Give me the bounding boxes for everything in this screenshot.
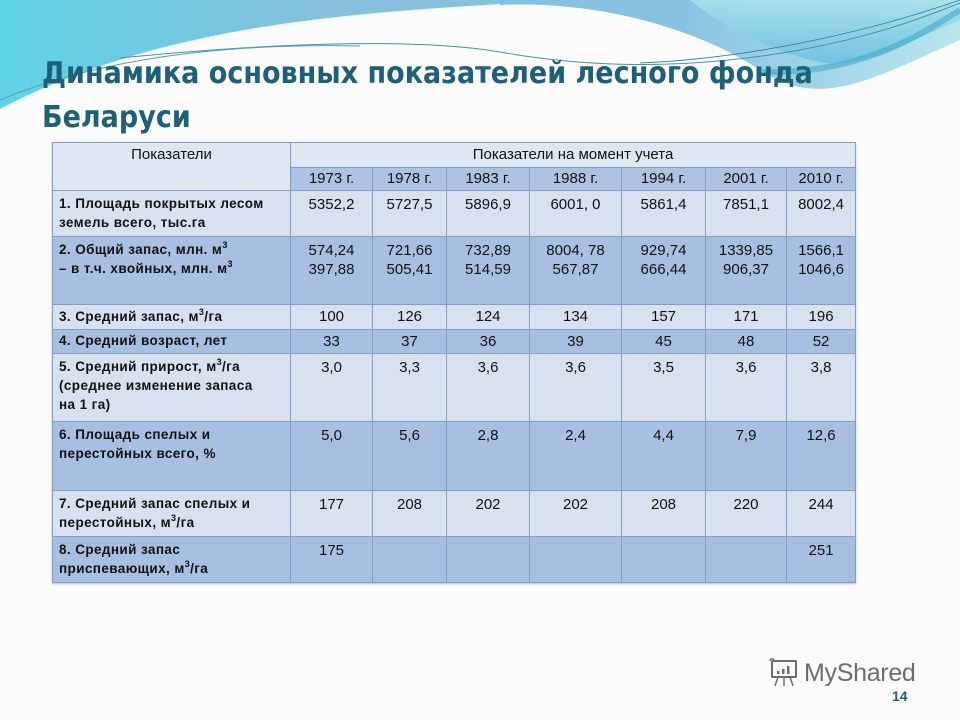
cell-value: 7,9 — [706, 422, 787, 491]
slide-title-line-1: Динамика основных показателей лесного фонда — [42, 56, 813, 91]
forest-indicators-table — [52, 142, 856, 583]
year-header-2001: 2001 г. — [706, 168, 787, 191]
cell-value: 126 — [373, 305, 447, 330]
cell-value: 36 — [447, 330, 530, 354]
superscript: 3 — [171, 513, 177, 523]
cell-value-coniferous: 514,59 — [465, 261, 511, 278]
cell-value-coniferous: 505,41 — [386, 261, 433, 278]
row-label-mature-area — [53, 422, 291, 491]
slide-title-line-2: Беларуси — [42, 100, 191, 135]
label-text: /га — [190, 561, 209, 576]
table-row — [53, 354, 856, 422]
label-line: перестойных всего, % — [59, 446, 216, 461]
cell-value: 244 — [787, 491, 856, 537]
cell-value: 2,4 — [530, 422, 622, 491]
cell-value-pair — [373, 237, 447, 305]
cell-value: 5896,9 — [447, 191, 530, 237]
row-label-maturing-stock — [53, 537, 291, 583]
cell-value: 3,6 — [447, 354, 530, 422]
cell-value: 124 — [447, 305, 530, 330]
cell-value: 208 — [622, 491, 706, 537]
cell-value: 8002,4 — [787, 191, 856, 237]
label-line — [59, 259, 284, 278]
cell-value: 12,6 — [787, 422, 856, 491]
cell-value-pair — [706, 237, 787, 305]
row-label-forest-area — [53, 191, 291, 237]
cell-value-coniferous: 906,37 — [723, 261, 769, 278]
presentation-board-icon — [768, 658, 800, 688]
cell-value: 100 — [291, 305, 373, 330]
cell-value: 251 — [787, 537, 856, 583]
table-row — [53, 330, 856, 354]
cell-value: 45 — [622, 330, 706, 354]
header-row-group — [53, 143, 856, 168]
year-header-1973: 1973 г. — [291, 168, 373, 191]
cell-value-pair — [787, 237, 856, 305]
year-header-1988: 1988 г. — [530, 168, 622, 191]
year-header-1994: 1994 г. — [622, 168, 706, 191]
cell-value-coniferous: 1046,6 — [798, 261, 844, 278]
slide-title — [42, 52, 816, 140]
row-label-mature-stock — [53, 491, 291, 537]
label-line — [59, 559, 284, 578]
page-number: 14 — [892, 688, 908, 704]
cell-value: 52 — [787, 330, 856, 354]
cell-value: 157 — [622, 305, 706, 330]
cell-value: 929,74 — [640, 242, 687, 259]
superscript: 3 — [216, 357, 222, 367]
cell-value-pair — [622, 237, 706, 305]
year-header-2010: 2010 г. — [787, 168, 856, 191]
cell-value: 3,6 — [706, 354, 787, 422]
label-text: /га — [176, 515, 195, 530]
row-label-avg-stock — [53, 305, 291, 330]
cell-value: 171 — [706, 305, 787, 330]
cell-value: 5,6 — [373, 422, 447, 491]
label-text: 5. Средний прирост, м — [59, 359, 217, 374]
label-line: 6. Площадь спелых и — [59, 427, 211, 442]
cell-value: 175 — [291, 537, 373, 583]
table-row — [53, 537, 856, 583]
superscript: 3 — [227, 259, 233, 269]
myshared-watermark — [768, 658, 916, 688]
measurement-group-header: Показатели на момент учета — [291, 143, 856, 168]
cell-value-coniferous: 666,44 — [640, 261, 687, 278]
label-text: /га — [204, 309, 223, 324]
cell-value: 7851,1 — [706, 191, 787, 237]
label-text: 3. Средний запас, м — [59, 309, 199, 324]
cell-value: 5861,4 — [622, 191, 706, 237]
cell-value: 48 — [706, 330, 787, 354]
cell-value: 732,89 — [465, 242, 511, 259]
table-row — [53, 422, 856, 491]
label-line: 8. Средний запас — [59, 542, 181, 557]
label-line — [59, 513, 284, 532]
cell-value: 721,66 — [386, 242, 433, 259]
cell-value-coniferous: 397,88 — [308, 261, 355, 278]
label-line: на 1 га) — [59, 397, 111, 412]
cell-value: 5,0 — [291, 422, 373, 491]
row-label-avg-growth — [53, 354, 291, 422]
cell-value — [447, 537, 530, 583]
cell-value-pair — [291, 237, 373, 305]
label-text: – в т.ч. хвойных, млн. м — [59, 261, 228, 276]
cell-value: 574,24 — [308, 242, 355, 259]
cell-value: 3,5 — [622, 354, 706, 422]
cell-value: 5352,2 — [291, 191, 373, 237]
cell-value: 3,3 — [373, 354, 447, 422]
label-line — [59, 240, 284, 259]
cell-value-pair — [447, 237, 530, 305]
cell-value: 134 — [530, 305, 622, 330]
cell-value: 6001, 0 — [530, 191, 622, 237]
label-line: 1. Площадь покрытых лесом — [59, 196, 264, 211]
cell-value: 39 — [530, 330, 622, 354]
label-line: 7. Средний запас спелых и — [59, 496, 251, 511]
cell-value: 196 — [787, 305, 856, 330]
cell-value: 202 — [530, 491, 622, 537]
cell-value: 5727,5 — [373, 191, 447, 237]
cell-value: 4,4 — [622, 422, 706, 491]
label-text: приспевающих, м — [59, 561, 185, 576]
row-label-total-stock — [53, 237, 291, 305]
cell-value — [373, 537, 447, 583]
label-text: /га — [222, 359, 241, 374]
cell-value-pair — [530, 237, 622, 305]
year-header-1983: 1983 г. — [447, 168, 530, 191]
cell-value: 220 — [706, 491, 787, 537]
cell-value: 1566,1 — [798, 242, 844, 259]
table-row — [53, 305, 856, 330]
label-text: перестойных, м — [59, 515, 172, 530]
cell-value: 208 — [373, 491, 447, 537]
cell-value: 1339,85 — [718, 242, 774, 259]
superscript: 3 — [184, 559, 191, 569]
cell-value: 3,6 — [530, 354, 622, 422]
table-row — [53, 491, 856, 537]
cell-value: 202 — [447, 491, 530, 537]
label-line: (среднее изменение запаса — [59, 378, 253, 393]
indicator-column-header: Показатели — [53, 143, 291, 191]
cell-value — [622, 537, 706, 583]
forest-indicators-table-container — [52, 142, 856, 583]
superscript: 3 — [222, 240, 228, 250]
cell-value — [530, 537, 622, 583]
cell-value — [706, 537, 787, 583]
superscript: 3 — [198, 307, 205, 317]
table-row — [53, 191, 856, 237]
label-line — [59, 357, 284, 376]
cell-value: 33 — [291, 330, 373, 354]
cell-value: 3,8 — [787, 354, 856, 422]
cell-value: 8004, 78 — [546, 242, 605, 259]
cell-value: 37 — [373, 330, 447, 354]
table-row — [53, 237, 856, 305]
year-header-1978: 1978 г. — [373, 168, 447, 191]
watermark-text: MyShared — [804, 658, 916, 687]
label-line: земель всего, тыс.га — [59, 215, 206, 230]
label-text: 2. Общий запас, млн. м — [59, 242, 223, 257]
row-label-avg-age: 4. Средний возраст, лет — [53, 330, 291, 354]
cell-value: 2,8 — [447, 422, 530, 491]
cell-value-coniferous: 567,87 — [552, 261, 599, 278]
cell-value: 177 — [291, 491, 373, 537]
cell-value: 3,0 — [291, 354, 373, 422]
